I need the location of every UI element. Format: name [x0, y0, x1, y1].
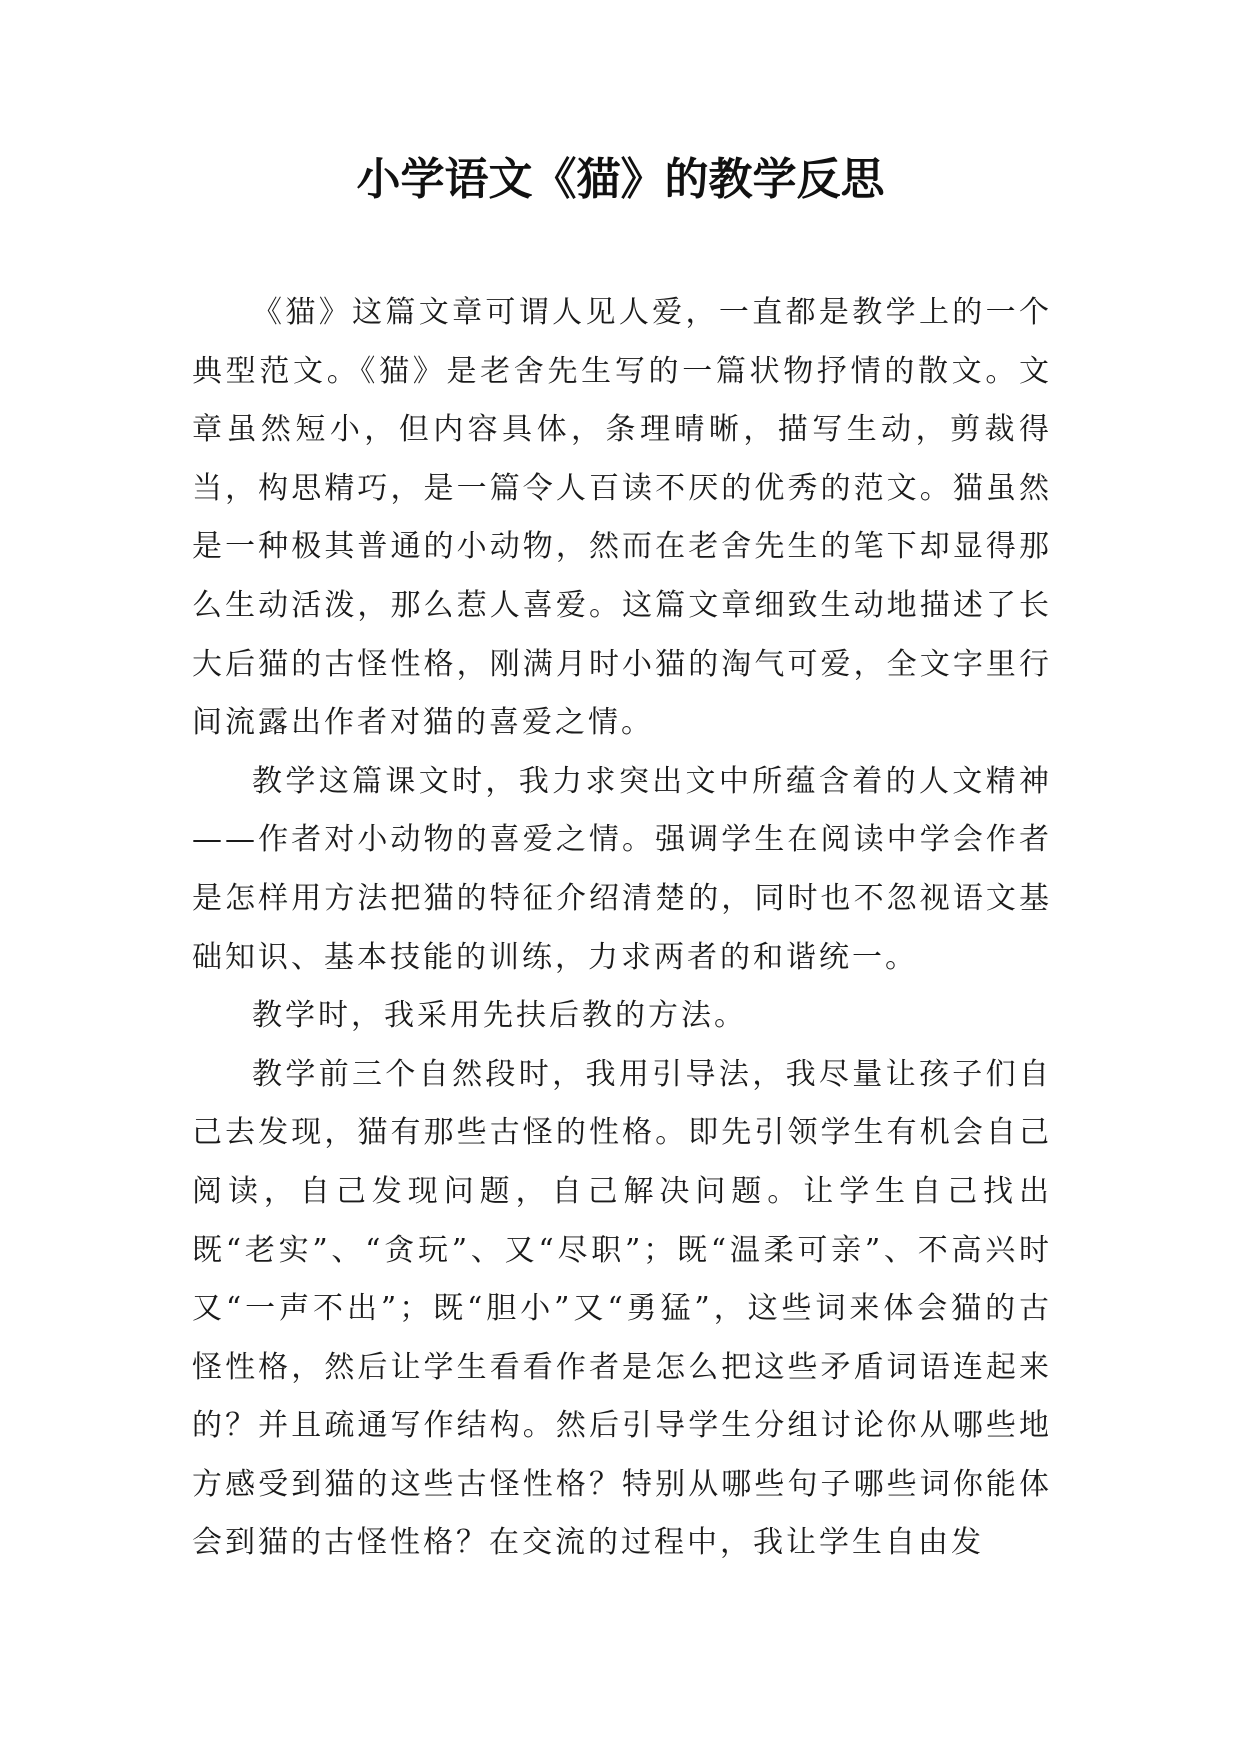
- paragraph-2: 教学这篇课文时，我力求突出文中所蕴含着的人文精神——作者对小动物的喜爱之情。强调学生在阅读中学会作者是怎样用方法把猫的特征介绍清楚的，同时也不忽视语文基础知识、基本技能的训练，力求两者的和谐统一。: [192, 763, 1052, 975]
- paragraph-3: 教学时，我采用先扶后教的方法。: [252, 998, 747, 1034]
- paragraph-4: 教学前三个自然段时，我用引导法，我尽量让孩子们自己去发现，猫有那些古怪的性格。即先引领学生有机会自己阅读，自己发现问题，自己解决问题。让学生自己找出既“老实”、“贪玩”、又“尽职”；既“温柔可亲”、不高兴时又“一声不出”；既“胆小”又“勇猛”，这些词来体会猫的古怪性格，然后让学生看看作者是怎么把这些矛盾词语连起来的？并且疏通写作结构。然后引导学生分组讨论你从哪些地方感受到猫的这些古怪性格？特别从哪些句子哪些词你能体会到猫的古怪性格？在交流的过程中，我让学生自由发: [192, 1056, 1052, 1561]
- document-title: 小学语文《猫》的教学反思: [356, 154, 885, 205]
- paragraph-1: 《猫》这篇文章可谓人见人爱，一直都是教学上的一个典型范文。《猫》是老舍先生写的一篇状物抒情的散文。文章虽然短小，但内容具体，条理晴晰，描写生动，剪裁得当，构思精巧，是一篇令人百读不厌的优秀的范文。猫虽然是一种极其普通的小动物，然而在老舍先生的笔下却显得那么生动活泼，那么惹人喜爱。这篇文章细致生动地描述了长大后猫的古怪性格，刚满月时小猫的淘气可爱，全文字里行间流露出作者对猫的喜爱之情。: [192, 295, 1052, 741]
- document-body: [192, 284, 1052, 1573]
